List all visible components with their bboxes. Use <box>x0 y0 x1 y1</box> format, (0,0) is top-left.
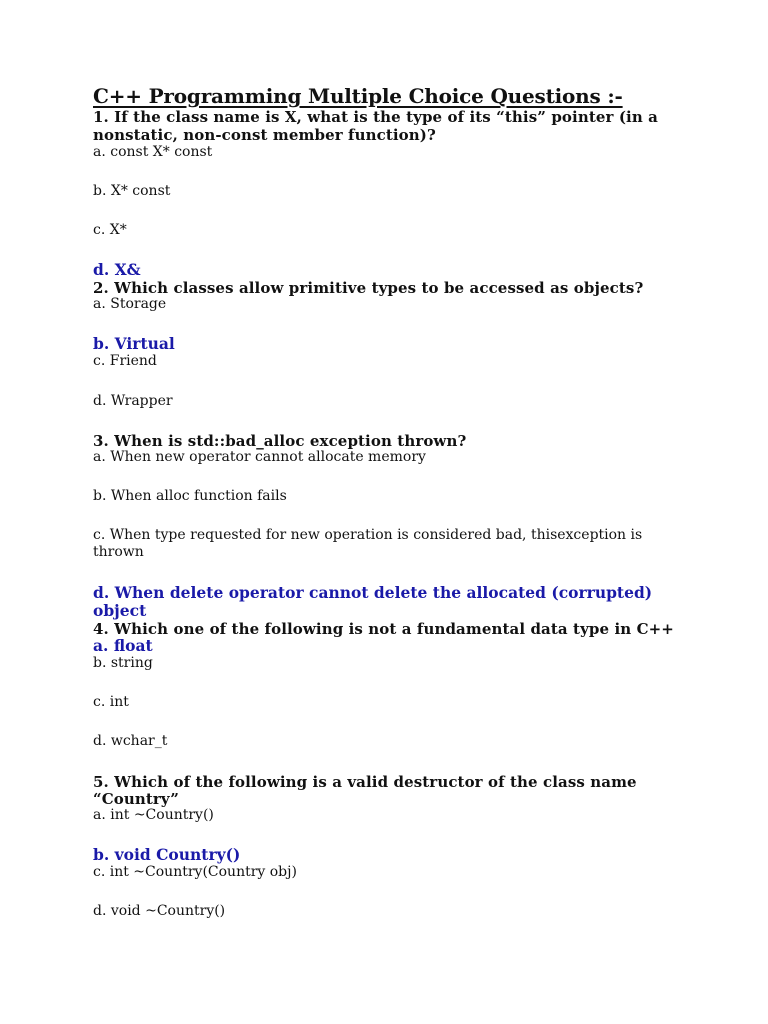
question-5-option-c: c. int ~Country(Country obj) <box>93 864 297 880</box>
question-5-text-continued: “Country” <box>93 790 180 808</box>
question-3-option-c-continued: thrown <box>93 544 144 560</box>
question-1-text: 1. If the class name is X, what is the type of its “this” pointer (in a <box>93 108 658 126</box>
question-3-option-c: c. When type requested for new operation is considered bad, thisexception is <box>93 527 643 543</box>
question-4-option-b: b. string <box>93 655 153 671</box>
question-1-option-b: b. X* const <box>93 183 171 199</box>
question-5-option-b-answer: b. void Country() <box>93 845 241 864</box>
question-1-text-continued: nonstatic, non-const member function)? <box>93 126 436 144</box>
question-2-option-d: d. Wrapper <box>93 393 173 409</box>
question-3-option-a: a. When new operator cannot allocate memory <box>93 449 426 465</box>
question-3-text: 3. When is std::bad_alloc exception thrown? <box>93 432 467 450</box>
question-4-option-c: c. int <box>93 694 129 710</box>
question-5-option-d: d. void ~Country() <box>93 903 226 919</box>
question-4-option-d: d. wchar_t <box>93 733 168 749</box>
page-title: C++ Programming Multiple Choice Questions :- <box>93 84 623 108</box>
question-2-text: 2. Which classes allow primitive types to be accessed as objects? <box>93 279 644 297</box>
question-1-option-d-answer: d. X& <box>93 260 141 279</box>
question-2-option-a: a. Storage <box>93 296 167 312</box>
question-1-option-a: a. const X* const <box>93 144 213 160</box>
question-2-option-b-answer: b. Virtual <box>93 334 175 353</box>
question-4-option-a-answer: a. float <box>93 636 153 655</box>
question-3-option-b: b. When alloc function fails <box>93 488 287 504</box>
question-2-option-c: c. Friend <box>93 353 157 369</box>
question-3-option-d-answer: d. When delete operator cannot delete the allocated (corrupted) <box>93 583 653 602</box>
question-5-option-a: a. int ~Country() <box>93 807 214 823</box>
question-4-text: 4. Which one of the following is not a fundamental data type in C++ <box>93 620 674 638</box>
question-3-option-d-answer-continued: object <box>93 601 147 620</box>
question-5-text: 5. Which of the following is a valid destructor of the class name <box>93 773 637 791</box>
question-1-option-c: c. X* <box>93 222 127 238</box>
